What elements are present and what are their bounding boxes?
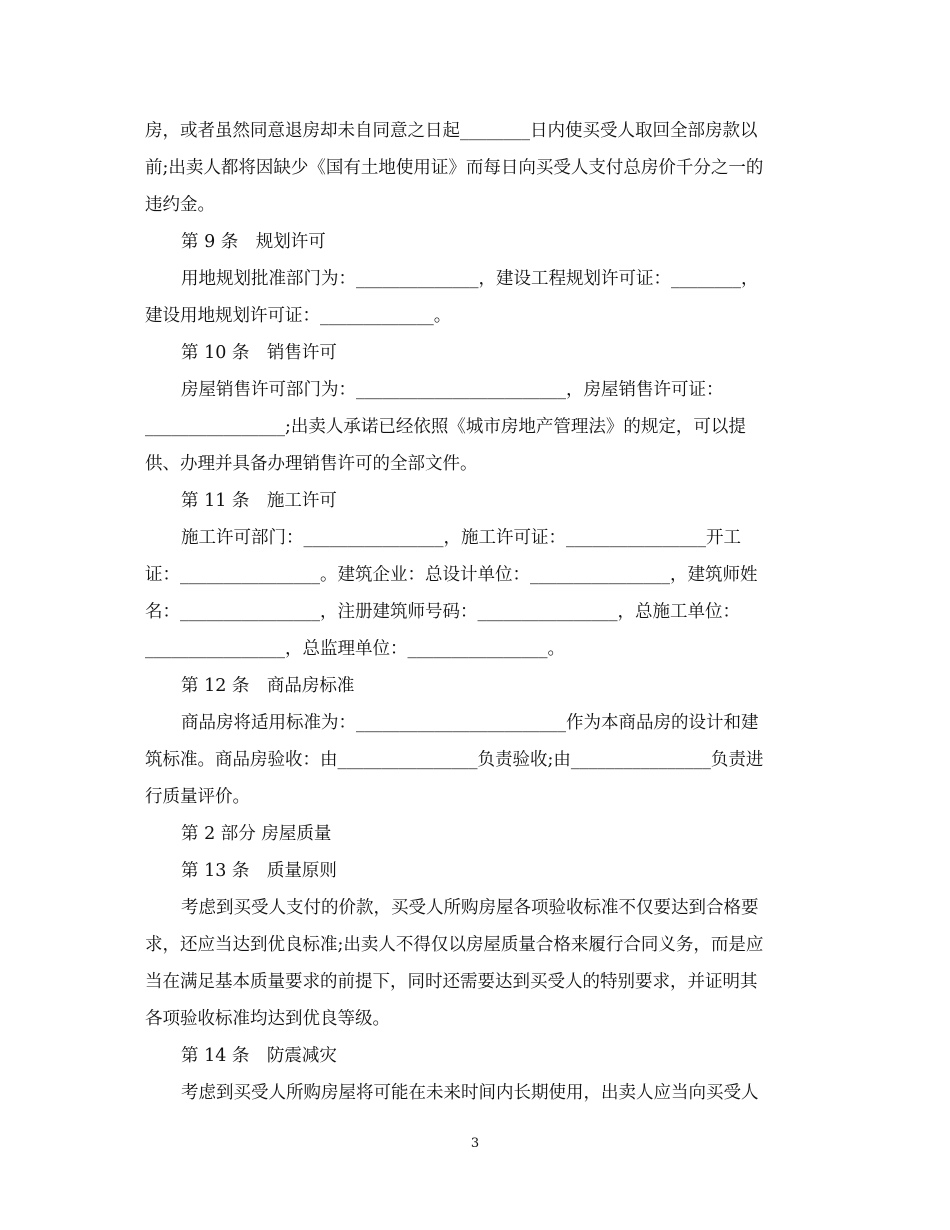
text-line: 前;出卖人都将因缺少《国有土地使用证》而每日向买受人支付总房价千分之一的 bbox=[145, 158, 764, 178]
text-line: 当在满足基本质量要求的前提下，同时还需要达到买受人的特别要求，并证明其 bbox=[145, 972, 758, 992]
text-line: 建设用地规划许可证：_____________。 bbox=[145, 306, 452, 326]
article-heading-9: 第 9 条 规划许可 bbox=[181, 232, 326, 252]
paragraph-line: 施工许可部门：________________，施工许可证：________________开工 bbox=[181, 528, 741, 548]
article-heading-11: 第 11 条 施工许可 bbox=[181, 491, 337, 511]
text-line: 房，或者虽然同意退房却未自同意之日起________日内使买受人取回全部房款以 bbox=[145, 121, 758, 141]
paragraph-line: 房屋销售许可部门为：________________________，房屋销售许可证： bbox=[181, 380, 724, 400]
part-heading-2: 第 2 部分 房屋质量 bbox=[181, 824, 332, 844]
text-line: 证：________________。建筑企业：总设计单位：________________，建筑师姓 bbox=[145, 565, 758, 585]
text-line: ________________，总监理单位：________________。 bbox=[145, 639, 565, 659]
article-heading-13: 第 13 条 质量原则 bbox=[181, 861, 337, 881]
text-line: 各项验收标准均达到优良等级。 bbox=[145, 1009, 390, 1029]
article-heading-10: 第 10 条 销售许可 bbox=[181, 343, 337, 363]
article-heading-12: 第 12 条 商品房标准 bbox=[181, 676, 355, 696]
text-line: 供、办理并具备办理销售许可的全部文件。 bbox=[145, 454, 478, 474]
text-line: 违约金。 bbox=[145, 195, 215, 215]
paragraph-line: 考虑到买受人支付的价款，买受人所购房屋各项验收标准不仅要达到合格要 bbox=[181, 898, 759, 918]
paragraph-line: 商品房将适用标准为：________________________作为本商品房的设计和建 bbox=[181, 713, 759, 733]
text-line: 求，还应当达到优良标准;出卖人不得仅以房屋质量合格来履行合同义务，而是应 bbox=[145, 935, 764, 955]
paragraph-line: 用地规划批准部门为：______________，建设工程规划许可证：________， bbox=[181, 269, 759, 289]
text-line: 行质量评价。 bbox=[145, 787, 250, 807]
page-number: 3 bbox=[470, 1136, 480, 1151]
text-line: 筑标准。商品房验收：由________________负责验收;由________________负责进 bbox=[145, 750, 764, 770]
text-line: 名：________________，注册建筑师号码：________________，总施工单位： bbox=[145, 602, 740, 622]
text-line: ________________;出卖人承诺已经依照《城市房地产管理法》的规定，可以提 bbox=[145, 417, 746, 437]
article-heading-14: 第 14 条 防震减灾 bbox=[181, 1046, 337, 1066]
paragraph-line: 考虑到买受人所购房屋将可能在未来时间内长期使用，出卖人应当向买受人 bbox=[181, 1083, 759, 1103]
page-body bbox=[145, 113, 810, 1112]
